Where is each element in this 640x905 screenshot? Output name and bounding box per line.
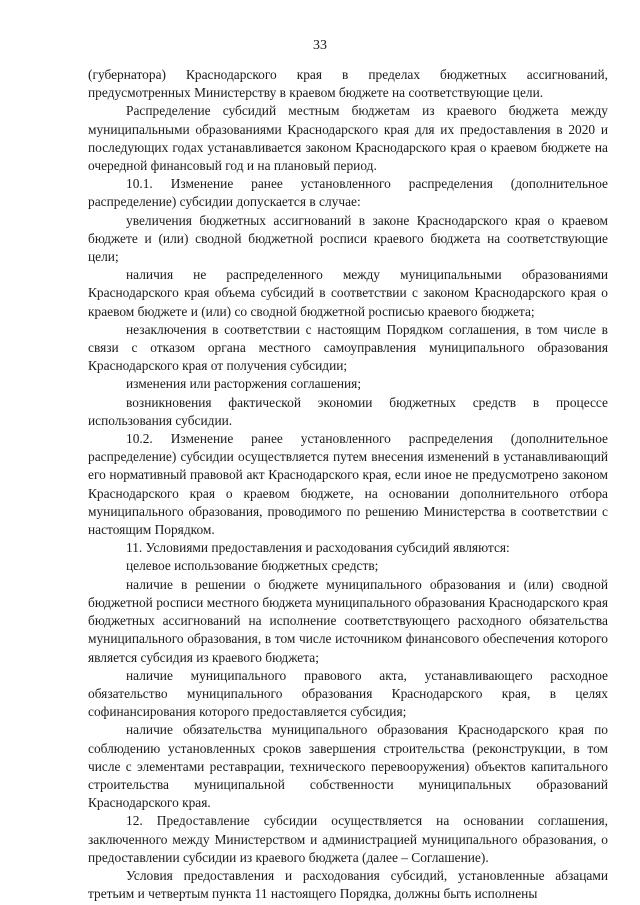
paragraph-6: изменения или расторжения соглашения;	[126, 376, 362, 392]
paragraph-10: целевое использование бюджетных средств;	[126, 558, 379, 574]
paragraph-8: 10.2. Изменение ранее установленного распределения (дополнительное распределение) субсидии осуществляется путем внесения изменений в устанавливающий его нормативный правовой акт Краснодарского края, если иное не предусмотрено законом Краснодарского края о краевом бюджете, на основании дополнительного отбора муниципального образования, проводимого по решению Министерства в соответствии с настоящим Порядком.	[88, 431, 608, 538]
paragraph-13: наличие обязательства муниципального образования Краснодарского края по соблюдению установленных сроков завершения строительства (реконструкции, в том числе с элементами реставрации, технического перевооружения) объектов капитального строительства муниципальной собственности муниципальных образований Краснодарского края.	[88, 722, 608, 811]
paragraph-4: наличия не распределенного между муниципальными образованиями Краснодарского края объема субсидий в соответствии с законом Краснодарского края о краевом бюджете и (или) со сводной бюджетной росписью краевого бюджета;	[88, 267, 608, 319]
paragraph-2: 10.1. Изменение ранее установленного распределения (дополнительное распределение) субсидии допускается в случае:	[88, 176, 608, 210]
paragraph-3: увеличения бюджетных ассигнований в законе Краснодарского края о краевом бюджете и (или) сводной бюджетной росписи краевого бюджета на соответствующие цели;	[88, 212, 608, 265]
paragraph-11: наличие в решении о бюджете муниципального образования и (или) сводной бюджетной росписи местного бюджета муниципального образования Краснодарского края бюджетных ассигнований на исполнение соответствующего расходного обязательства муниципального образования, в том числе источником финансового обеспечения которого является субсидия из краевого бюджета;	[88, 576, 608, 665]
paragraph-12: наличие муниципального правового акта, устанавливающего расходное обязательство муниципального образования Краснодарского края, в целях софинансирования которого предоставляется субсидия;	[88, 667, 608, 720]
paragraph-0: (губернатора) Краснодарского края в пределах бюджетных ассигнований, предусмотренных Министерству в краевом бюджете на соответствующие цели.	[88, 67, 608, 101]
paragraph-5: незаключения в соответствии с настоящим Порядком соглашения, в том числе в связи с отказом органа местного самоуправления муниципального образования Краснодарского края от получения субсидии;	[88, 321, 608, 374]
paragraph-15: Условия предоставления и расходования субсидий, установленные абзацами третьим и четвертым пункта 11 настоящего Порядка, должны быть исполнены	[88, 867, 608, 902]
document-body	[88, 66, 608, 903]
paragraph-1: Распределение субсидий местным бюджетам из краевого бюджета между муниципальными образованиями Краснодарского края для их предоставления в 2020 и последующих годах устанавливается законом Краснодарского края о краевом бюджете на очередной финансовый год и на плановый период.	[88, 103, 608, 174]
paragraph-7: возникновения фактической экономии бюджетных средств в процессе использования субсидии.	[88, 394, 608, 428]
paragraph-9: 11. Условиями предоставления и расходования субсидий являются:	[126, 540, 510, 556]
paragraph-14: 12. Предоставление субсидии осуществляется на основании соглашения, заключенного между Министерством и администрацией муниципального образования, о предоставлении субсидии из краевого бюджета (далее – Соглашение).	[88, 813, 608, 865]
page-number: 33	[313, 38, 327, 53]
